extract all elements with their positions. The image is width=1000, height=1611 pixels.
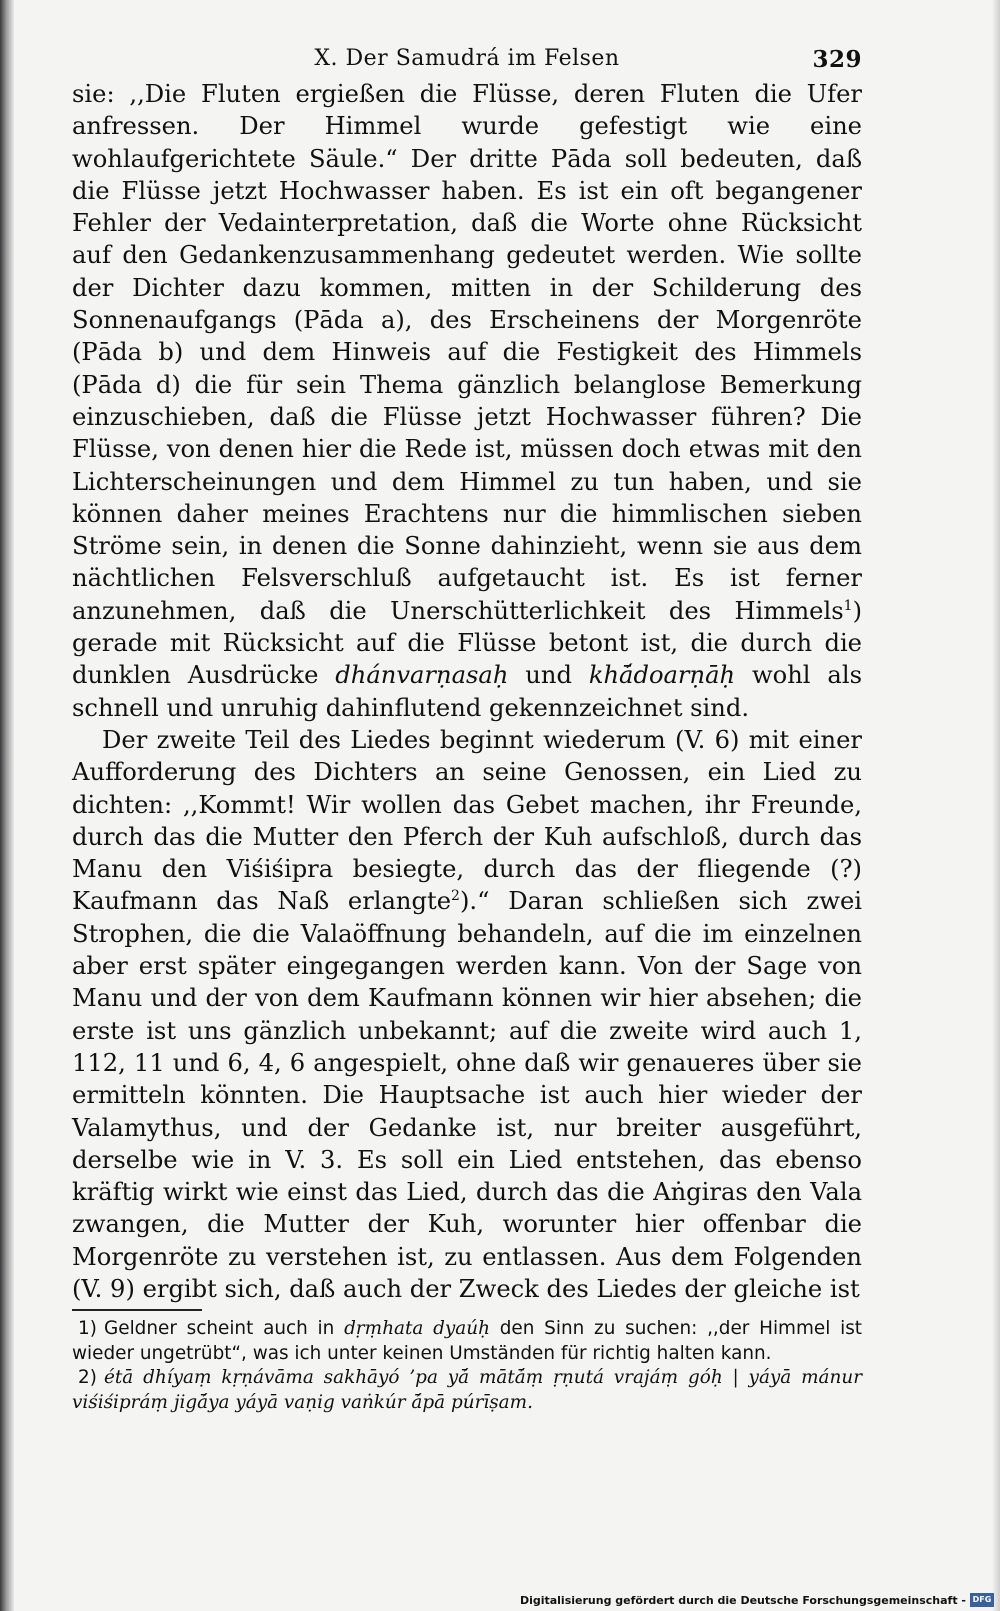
- sanskrit-term-2: khā́doarṇāḥ: [588, 661, 736, 690]
- paragraph-2-text-b: .“ Daran schließen sich zwei Strophen, die die Valaöffnung behandeln, auf die im einzelnen aber erst später eingegangen werden kann. Von der Sage von Manu und der von dem Kaufmann können wir hier absehen; die erste ist uns gänzlich unbekannt; auf die zweite wird auch 1, 112, 11 und 6, 4, 6 angespielt, ohne daß wir genaueres über sie ermitteln könnten. Die Hauptsache ist auch hier wieder der Valamythus, und der Gedanke ist, nur breiter ausgeführt, derselbe wie in V. 3. Es soll ein Lied entstehen, das ebenso kräftig wirkt wie einst das Lied, durch das die Aṅgiras den Vala zwangen, die Mutter der Kuh, worunter hier offenbar die Morgenröte zu verstehen ist, zu entlassen. Aus dem Folgenden (V. 9) ergibt sich, daß auch der Zweck des Liedes der gleiche ist: [72, 887, 862, 1303]
- credit-text: Digitalisierung gefördert durch die Deutsche Forschungsgemeinschaft -: [519, 1593, 966, 1607]
- footnote-1: [72, 1317, 862, 1366]
- footnote-ref-2[interactable]: 2: [451, 888, 460, 905]
- page-number: 329: [812, 46, 862, 73]
- paragraph-1-text-a: sie: ,,Die Fluten ergießen die Flüsse, deren Fluten die Ufer anfressen. Der Himmel wurde gefestigt wie eine wohlaufgerichtete Säule.“ Der dritte Pāda soll bedeuten, daß die Flüsse jetzt Hochwasser haben. Es ist ein oft begangener Fehler der Vedainterpretation, daß die Worte ohne Rücksicht auf den Gedankenzusammenhang gedeutet werden. Wie sollte der Dichter dazu kommen, mitten in der Schilderung des Sonnenaufgangs (Pāda a), des Erscheinens der Morgenröte (Pāda b) und dem Hinweis auf die Festigkeit des Himmels (Pāda d) die für sein Thema gänzlich belanglose Bemerkung einzuschieben, daß die Flüsse jetzt Hochwasser führen? Die Flüsse, von denen hier die Rede ist, müssen doch etwas mit den Lichterscheinungen und dem Himmel zu tun haben, und sie können daher meines Erachtens nur die himmlischen sieben Ströme sein, in denen die Sonne dahinzieht, wenn sie aus dem nächtlichen Felsverschluß aufgetaucht ist. Es ist ferner anzunehmen, daß die Unerschütterlichkeit des Himmels: [72, 80, 862, 625]
- paragraph-1-text-d: wohl als schnell und unruhig dahinflutend gekennzeichnet sind.: [72, 661, 862, 722]
- dfg-logo-icon: DFG: [970, 1593, 994, 1607]
- scan-shadow-left: [0, 0, 14, 1611]
- scan-shadow-right: [992, 0, 1000, 1611]
- footnote-2-marker: 2): [78, 1367, 97, 1389]
- body-text: [72, 78, 862, 1305]
- footnote-1-text-a: Geldner scheint auch in: [104, 1318, 345, 1340]
- footnote-2: [72, 1366, 862, 1415]
- paragraph-2: Der zweite Teil des Liedes beginnt wiederum (V. 6) mit einer Aufforderung des Dichters an seine Genossen, ein Lied zu dichten: ,,Kommt! Wir wollen das Gebet machen, ihr Freunde, durch das die Mutter den Pferch der Kuh aufschloß, durch das Manu den Viśiśipra besiegte, durch das der fliegende (?) Kaufmann das Naß erlangte$^2$).“ Daran schließen sich zwei Strophen, die die Valaöffnung behandeln, auf die im einzelnen aber erst später eingegangen werden kann. Von der Sage von Manu und der von dem Kaufmann können wir hier absehen; die erste ist uns gänzlich unbekannt; auf die zweite wird auch 1, 112, 11 und 6, 4, 6 angespielt, ohne daß wir genaueres über sie ermitteln könnten. Die Hauptsache ist auch hier wieder der Valamythus, und der Gedanke ist, nur breiter ausgeführt, derselbe wie in V. 3. Es soll ein Lied entstehen, das ebenso kräftig wirkt wie einst das Lied, durch das die Aṅgiras den Vala zwangen, die Mutter der Kuh, worunter hier offenbar die Morgenröte zu verstehen ist, zu entlassen. Aus dem Folgenden (V. 9) ergibt sich, daß auch der Zweck des Liedes der gleiche ist: [72, 725, 862, 1303]
- footnote-1-term: dṛṃhata dyaúḥ: [344, 1318, 490, 1340]
- footnote-1-marker: 1): [78, 1318, 97, 1340]
- paragraph-1-text-b: gerade mit Rücksicht auf die Flüsse betont ist, die durch die dunklen Ausdrücke: [72, 629, 862, 690]
- footnote-1-text-b: den Sinn zu suchen: ,,der Himmel ist wieder ungetrübt“, was ich unter keinen Umständen für richtig halten kann.: [72, 1318, 862, 1364]
- paragraph-2-text-a: Der zweite Teil des Liedes beginnt wiederum (V. 6) mit einer Aufforderung des Dichters an seine Genossen, ein Lied zu dichten: ,,Kommt! Wir wollen das Gebet machen, ihr Freunde, durch das die Mutter den Pferch der Kuh aufschloß, durch das Manu den Viśiśipra besiegte, durch das der fliegende (?) Kaufmann das Naß erlangte: [72, 725, 862, 916]
- sanskrit-term-1: dhánvarṇasaḥ: [335, 661, 509, 690]
- book-page: [72, 38, 862, 1415]
- digitization-credit: [520, 1593, 994, 1607]
- footnote-divider: [72, 1309, 202, 1311]
- running-title: X. Der Samudrá im Felsen: [314, 46, 620, 71]
- footnote-ref-1[interactable]: 1: [843, 597, 853, 614]
- paragraph-1: sie: ,,Die Fluten ergießen die Flüsse, deren Fluten die Ufer anfressen. Der Himmel wurde gefestigt wie eine wohlaufgerichtete Säule.“ Der dritte Pāda soll bedeuten, daß die Flüsse jetzt Hochwasser haben. Es ist ein oft begangener Fehler der Vedainterpretation, daß die Worte ohne Rücksicht auf den Gedankenzusammenhang gedeutet werden. Wie sollte der Dichter dazu kommen, mitten in der Schilderung des Sonnenaufgangs (Pāda a), des Erscheinens der Morgenröte (Pāda b) und dem Hinweis auf die Festigkeit des Himmels (Pāda d) die für sein Thema gänzlich belanglose Bemerkung einzuschieben, daß die Flüsse jetzt Hochwasser führen? Die Flüsse, von denen hier die Rede ist, müssen doch etwas mit den Lichterscheinungen und dem Himmel zu tun haben, und sie können daher meines Erachtens nur die himmlischen sieben Ströme sein, in denen die Sonne dahinzieht, wenn sie aus dem nächtlichen Felsverschluß aufgetaucht ist. Es ist ferner anzunehmen, daß die Unerschütterlichkeit des Himmels$^1$) gerade mit Rücksicht auf die Flüsse betont ist, die durch die dunklen Ausdrücke dhánvarṇasaḥ und khā́doarṇāḥ wohl als schnell und unruhig dahinflutend gekennzeichnet sind.: [72, 80, 862, 722]
- running-header: [72, 38, 862, 78]
- paragraph-1-text-c: und: [508, 661, 589, 690]
- footnote-2-text: étā dhíyaṃ kṛṇávāma sakhāyó ’pa yā́ mātā́ṃ ṛṇutá vrajáṃ góḥ | yáyā mánur viśiśipráṃ jigā́ya yáyā vaṇig vaṅkúr ā́pā púrīṣam.: [72, 1367, 862, 1413]
- footnotes: [72, 1317, 862, 1415]
